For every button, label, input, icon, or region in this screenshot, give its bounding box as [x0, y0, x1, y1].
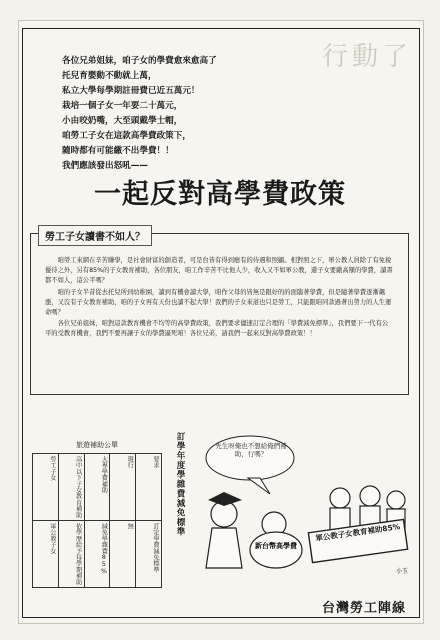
bubble-tail	[248, 478, 270, 494]
fee-table-block	[32, 440, 162, 588]
intro-line: 小由咬奶嘴，大至頭戴學士帽，	[62, 116, 183, 126]
money-bag	[250, 532, 302, 568]
table-cell: 大專學費補助	[84, 454, 110, 521]
table-cell: 訂定學費減免標準	[136, 521, 162, 588]
table-cell: 軍公教子女	[33, 521, 59, 588]
article-paragraph: 各位兄弟姐妹，咱對這款教育機會不均等的高學費政策，我們要求儘速訂定合理的「學費減免標準」，我們要下一代有公平的受教育機會，我們不要再讓子女的學費逼死咱！各位兄弟，請我們一起來反對高學費政策！！	[45, 320, 389, 338]
cartoon-illustration	[190, 428, 410, 578]
artist-credit: 小玉	[396, 568, 409, 575]
intro-line: 隨時都有可能繳不出學費！！	[62, 146, 174, 156]
table-cell: 依學歷給予每學期補助	[58, 521, 84, 588]
table-cell: 現行	[110, 454, 136, 521]
official-head	[330, 488, 350, 508]
bubble-text: 先生呀俺也不想給俺們補助，行嗎？	[215, 442, 287, 458]
headline: 一起反對高學費政策	[94, 179, 346, 210]
bleed-through-text: 行動了	[321, 42, 412, 72]
student-body	[206, 528, 242, 568]
table-cell: 無	[110, 521, 136, 588]
intro-line: 托兒育嬰動不動就上萬，	[62, 71, 157, 81]
article-paragraph: 咱的子女半昔從去托兒所到幼稚園，讀到有機會讀大學，咱作父母的皆無是跟好的的面臨著學費，但是隨著學費逐漸飆漲，又沒有子女教育補助，咱的子女再有天份也讀不起大學！我們的子女來道也只是勞工，只能跟咱同款過著出勞力的人生運命嗎？	[45, 288, 392, 317]
section-title: 勞工子女讀書不如人？	[38, 225, 152, 246]
table-cell: 高中以下子女教育補助	[58, 454, 84, 521]
intro-line: 咱勞工子女在這款高學費政策下，	[62, 131, 191, 141]
table-cell: 要求	[136, 454, 162, 521]
graduation-cap	[208, 492, 242, 506]
intro-lines	[62, 54, 382, 174]
sign-text: 軍公教子女教育補助85%	[314, 522, 401, 543]
table-cell: 勞工子女	[33, 454, 59, 521]
organization-signature: 台灣勞工陣線	[321, 601, 406, 616]
official-head	[360, 486, 380, 506]
official-head	[387, 491, 405, 509]
bag-label: 新台幣高學費	[255, 542, 297, 550]
vertical-title: 訂學年度學雜費減免標準	[175, 432, 185, 537]
fee-table	[32, 453, 162, 588]
intro-line: 栽培一個子女一年要二十萬元，	[62, 101, 183, 111]
table-caption: 旅遊補助公單	[76, 441, 118, 449]
intro-line: 私立大學每學期註冊費已近五萬元！	[62, 86, 200, 96]
bubble-text-holder	[214, 442, 288, 476]
article-box	[30, 233, 409, 395]
table-cell: 減免學雜費85%	[84, 521, 110, 588]
intro-line: 各位兄弟姐妹，咱子女的學費愈來愈高了	[62, 56, 217, 66]
article-paragraph: 咱勞工來網在辛苦賺學，是社會財富的創造者，可是台皆有得到應有的待遇和照顧。相對照之下，軍公教人員除了有免稅優待之外，另有85%的子女教育補助，各位朋友，咱工作辛苦不比他人少，收入又不如軍公教，還子女要繳高額的學費，讀書都不如人，這公平嗎？	[45, 257, 393, 285]
intro-line: 我們應該發出怒吼——	[62, 161, 148, 171]
